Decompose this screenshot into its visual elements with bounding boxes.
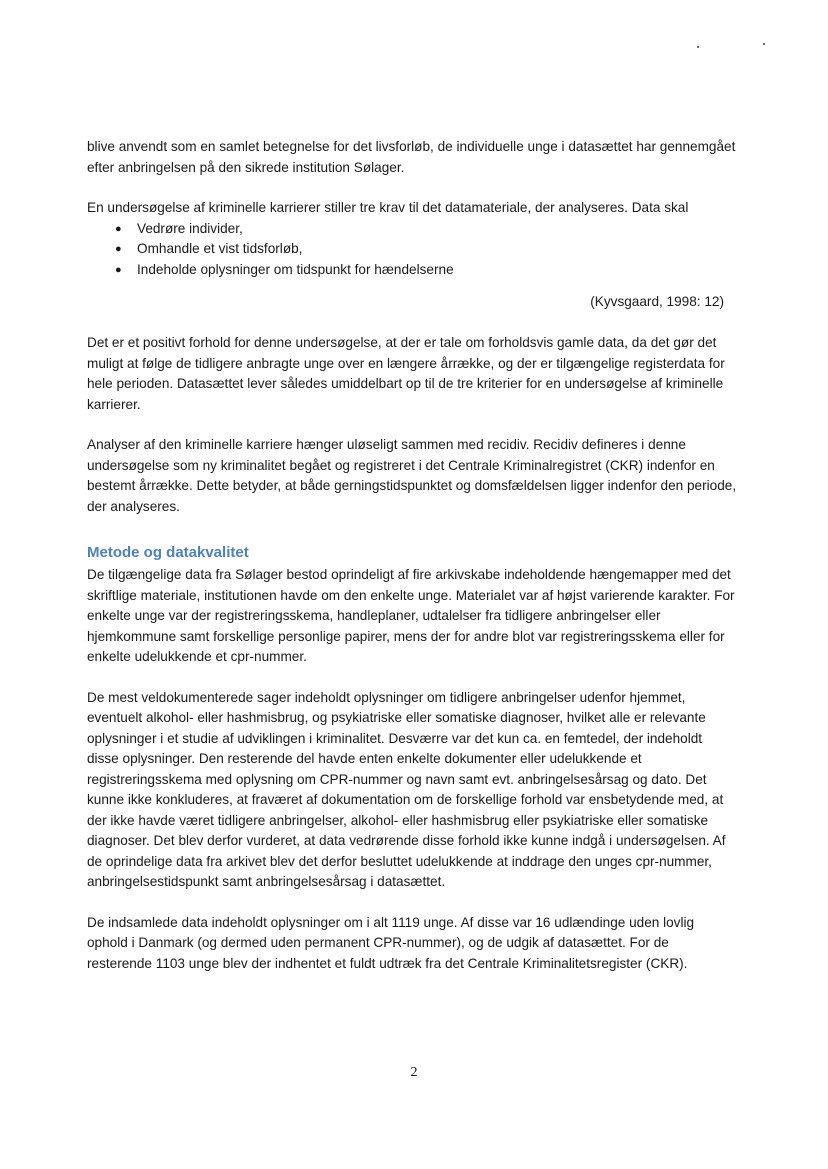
section-text-block: [87, 565, 737, 974]
page-number: 2: [410, 1065, 418, 1080]
middle-text-block: [87, 333, 737, 517]
section-paragraph-2: De mest veldokumenterede sager indeholdt oplysninger om tidligere anbringelser udenfor hjemmet, eventuelt alkohol- eller hashmisbrug, og psykiatriske eller somatiske diagnoser, hvilket alle er relevante oplysninger i et studie af udviklingen i kriminalitet. Desværre var det kun ca. en femtedel, der indeholdt disse oplysninger. Den resterende del havde enten enkelte dokumenter eller udelukkende et registreringsskema med oplysning om CPR-nummer og navn samt evt. anbringelsesårsag og dato. Det kunne ikke konkluderes, at fraværet af dokumentation om de forskellige forhold var ensbetydende med, at der ikke havde været tidligere anbringelser, alkohol- eller hashmisbrug eller psykiatriske eller somatiske diagnoser. Det blev derfor vurderet, at data vedrørende disse forhold ikke kunne indgå i undersøgelsen. Af de oprindelige data fra arkivet blev det derfor besluttet udelukkende at inddrage den unges cpr-nummer, anbringelsestidspunkt samt anbringelsesårsag i datasættet.: [87, 689, 726, 889]
section-paragraph-3: De indsamlede data indeholdt oplysninger om i alt 1119 unge. Af disse var 16 udlændinge uden lovlig ophold i Danmark (og dermed uden permanent CPR-nummer), og de udgik af datasættet. For de resterende 1103 unge blev der indhentet et fuldt udtræk fra det Centrale Kriminalitetsregister (CKR).: [87, 914, 695, 971]
bullet-icon: ●: [115, 222, 122, 235]
list-item: ● Vedrøre individer,: [87, 219, 737, 240]
bullet-icon: ●: [115, 243, 122, 255]
requirements-list: [87, 219, 737, 281]
requirements-paragraph: En undersøgelse af kriminelle karrierer stiller tre krav til det datamateriale, der analyseres. Data skal: [87, 200, 689, 215]
scan-speck: [763, 43, 765, 45]
top-text-block: [87, 137, 737, 280]
positive-data-paragraph: Det er et positivt forhold for denne undersøgelse, at der er tale om forholdsvis gamle data, da det gør det muligt at følge de tidligere anbragte unge over en længere årrække, og der er tilgængelige registerdata for hele perioden. Datasættet lever således umiddelbart op til de tre kriterier for en undersøgelse af kriminelle karrierer.: [87, 335, 725, 412]
list-item: ● Omhandle et vist tidsforløb,: [87, 239, 737, 260]
scan-speck: [697, 46, 699, 48]
citation: (Kyvsgaard, 1998: 12): [590, 294, 724, 309]
list-item: ● Indeholde oplysninger om tidspunkt for hændelserne: [87, 260, 737, 281]
intro-paragraph: blive anvendt som en samlet betegnelse for det livsforløb, de individuelle unge i datasættet har gennemgået efter anbringelsen på den sikrede institution Sølager.: [87, 139, 736, 175]
section-paragraph-1: De tilgængelige data fra Sølager bestod oprindeligt af fire arkivskabe indeholdende hængemapper med det skriftlige materiale, institutionen havde om den enkelte unge. Materialet var af højst varierende karakter. For enkelte unge var der registreringsskema, handleplaner, udtalelser fra tidligere anbringelser eller hjemkommune samt forskellige personlige papirer, mens der for andre blot var registreringsskema eller for enkelte udelukkende et cpr-nummer.: [87, 567, 735, 664]
bullet-icon: ●: [115, 263, 122, 276]
section-heading: Metode og datakvalitet: [87, 544, 249, 561]
recidiv-paragraph: Analyser af den kriminelle karriere hænger uløseligt sammen med recidiv. Recidiv defineres i denne undersøgelse som ny kriminalitet begået og registreret i det Centrale Kriminalregistret (CKR) indenfor en bestemt årrække. Dette betyder, at både gerningstidspunktet og domsfældelsen ligger indenfor den periode, der analyseres.: [87, 437, 737, 514]
